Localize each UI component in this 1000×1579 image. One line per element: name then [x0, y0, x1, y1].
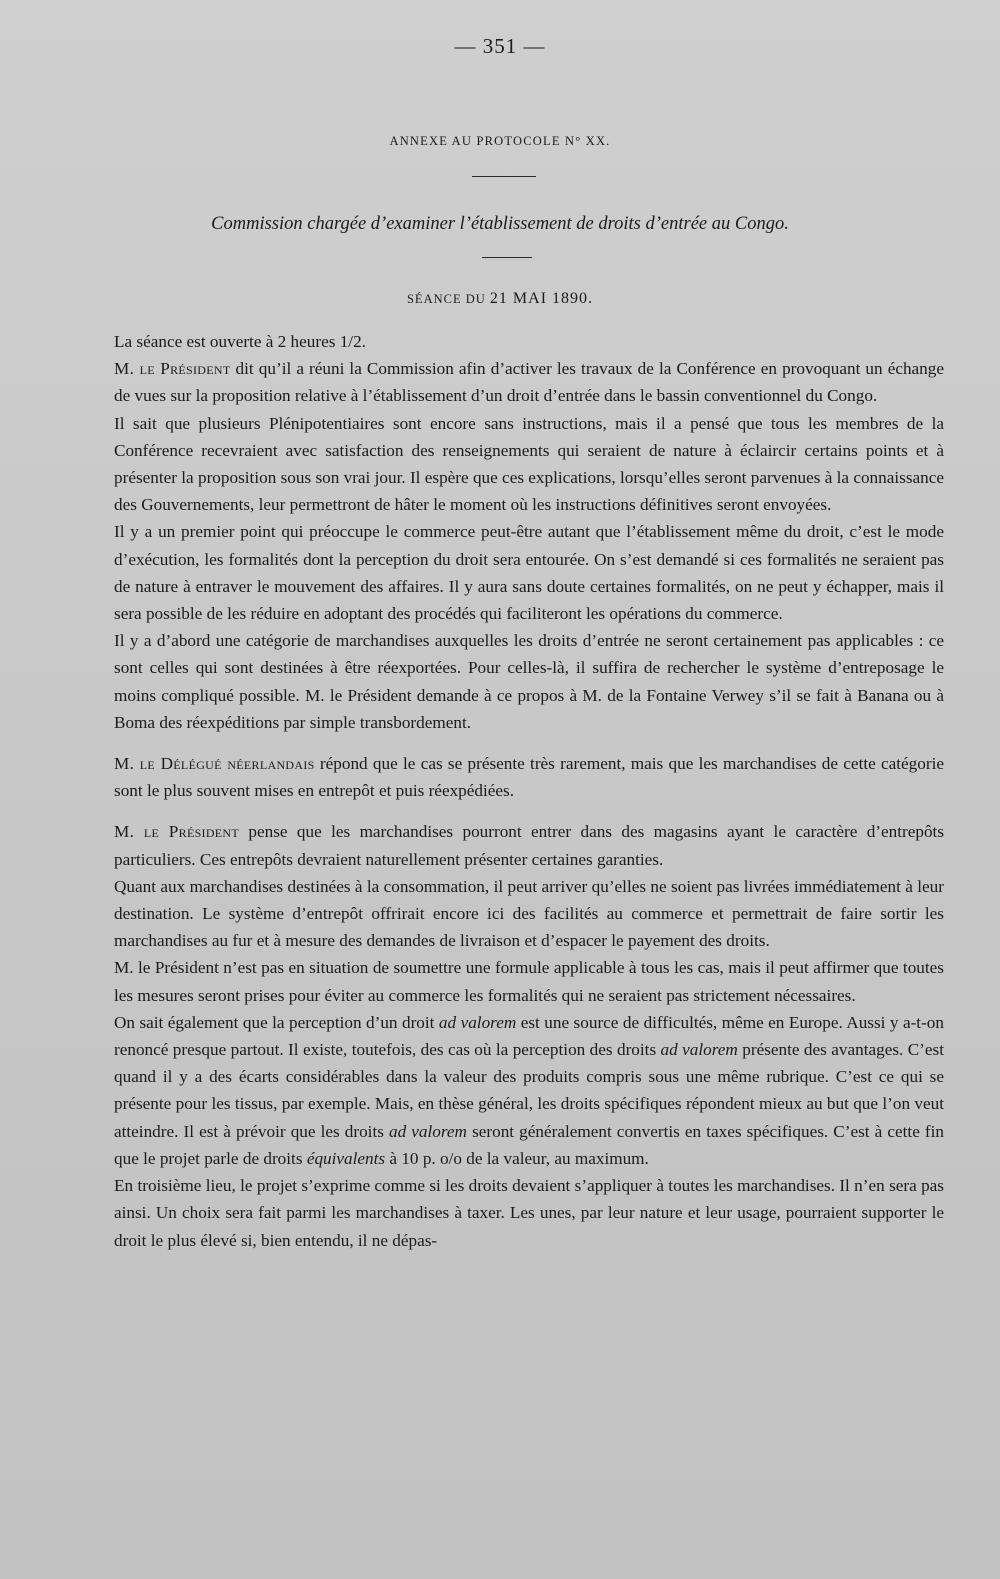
session-heading [0, 290, 1000, 308]
commission-title: Commission chargée d’examiner l’établissement de droits d’entrée au Congo. [211, 214, 789, 234]
paragraph-text: est une source de difficultés, même en Europe. Aussi y a-t-on renoncé presque partout. Il existe, toutefois, des cas où la perception des droits [114, 1012, 944, 1060]
paragraph-text: Il y a d’abord une catégorie de marchandises auxquelles les droits d’entrée ne seront certainement pas applicables : ce sont celles qui sont destinées à être réexportées. Pour celles-là, il suffira de rechercher le système d’entreposage le moins compliqué possible. M. le Président demande à ce propos à M. de la Fontaine Verwey s’il se fait à Banana ou à Boma des réexpéditions par simple transbordement. [114, 631, 944, 732]
italic-term: équivalents [306, 1148, 386, 1168]
session-label: SÉANCE DU [406, 292, 486, 306]
paragraph-text: En troisième lieu, le projet s’exprime comme si les droits devaient s’appliquer à toutes les marchandises. Il n’en sera pas ainsi. Un choix sera fait parmi les marchandises à taxer. Les unes, par leur nature et leur usage, pourraient supporter le droit le plus élevé si, bien entendu, il ne dépas- [114, 1176, 944, 1250]
paragraph-text: pense que les marchandises pourront entrer dans des magasins ayant le caractère d’entrepôts particuliers. Ces entrepôts devraient naturellement présenter certaines garanties. [114, 822, 945, 869]
paragraph-text: La séance est ouverte à 2 heures 1/2. [114, 332, 366, 351]
paragraph [114, 750, 944, 804]
italic-term: ad valorem [660, 1040, 738, 1060]
paragraph-text: On sait également que la perception d’un droit [114, 1012, 439, 1032]
paragraph [114, 1009, 944, 1172]
paragraph-text: Quant aux marchandises destinées à la consommation, il peut arriver qu’elles ne soient pas livrées immédiatement à leur destination. Le système d’entrepôt offrirait encore ici des facilités au commerce et permettrait de faire sortir les marchandises au fur et à mesure des demandes de livraison et d’espacer le payement des droits. [114, 876, 944, 951]
annex-heading: ANNEXE AU PROTOCOLE N° XX. [389, 134, 611, 148]
paragraph-text: M. le Président n’est pas en situation de soumettre une formule applicable à tous les cas, mais il peut affirmer que toutes les mesures seront prises pour éviter au commerce les formalités qui ne seraient pas strictement nécessaires. [114, 958, 944, 1005]
divider-rule [482, 257, 532, 258]
session-date: 21 MAI 1890. [489, 290, 594, 307]
italic-term: ad valorem [389, 1121, 467, 1141]
paragraph-text: Il y a un premier point qui préoccupe le commerce peut-être autant que l’établissement même du droit, c’est le mode d’exécution, les formalités dont la perception du droit sera entourée. On s’est demandé si ces formalités ne seraient pas de nature à entraver le mouvement des affaires. Il y aura sans doute certaines formalités, on ne peut y échapper, mais il sera possible de les réduire en adoptant des procédés qui faciliteront les opérations du commerce. [114, 522, 944, 624]
paragraph [114, 954, 944, 1008]
paragraph [114, 328, 944, 355]
paragraph [114, 627, 944, 736]
paragraph-text: Il sait que plusieurs Plénipotentiaires sont encore sans instructions, mais il a pensé que tous les membres de la Conférence recevraient avec satisfaction des renseignements qui seraient de nature à éclaircir certains points et à présenter la proposition sous son vrai jour. Il espère que ces explications, lorsqu’elles seront parvenues à la connaissance des Gouvernements, leur permettront de hâter le moment où les instructions définitives seront envoyées. [114, 413, 945, 515]
paragraph [114, 818, 944, 872]
paragraph [114, 355, 944, 409]
paragraph-text: à 10 p. o/o de la valeur, au maximum. [385, 1148, 649, 1168]
paragraph-text: présente des avantages. C’est quand il y a des écarts considérables dans la valeur des produits compris sous une même rubrique. C’est ce qui se présente pour les tissus, par exemple. Mais, en thèse général, les droits spécifiques répondent mieux au but que l’on veut atteindre. Il est à prévoir que les droits [114, 1040, 944, 1141]
divider-rule [472, 176, 536, 177]
speaker-name: M. le Président [114, 359, 231, 379]
italic-term: ad valorem [438, 1012, 517, 1032]
speaker-name: M. le Président [114, 822, 240, 842]
paragraph-text: seront généralement convertis en taxes spécifiques. C’est à cette fin que le projet parle de droits [114, 1121, 944, 1168]
paragraph-text: dit qu’il a réuni la Commission afin d’activer les travaux de la Conférence en provoquant un échange de vues sur la proposition relative à l’établissement d’un droit d’entrée dans le bassin conventionnel du Congo. [114, 359, 945, 406]
paragraph [114, 873, 944, 955]
paragraph [114, 518, 944, 627]
page-number: — 351 — [454, 34, 546, 58]
speaker-name: M. le Délégué néerlandais [114, 754, 315, 774]
paragraph-text: répond que le cas se présente très rarement, mais que les marchandises de cette catégorie sont le plus souvent mises en entrepôt et puis réexpédiées. [114, 754, 944, 801]
minutes-body [114, 328, 944, 1254]
paragraph [114, 410, 944, 519]
paragraph [114, 1172, 944, 1254]
